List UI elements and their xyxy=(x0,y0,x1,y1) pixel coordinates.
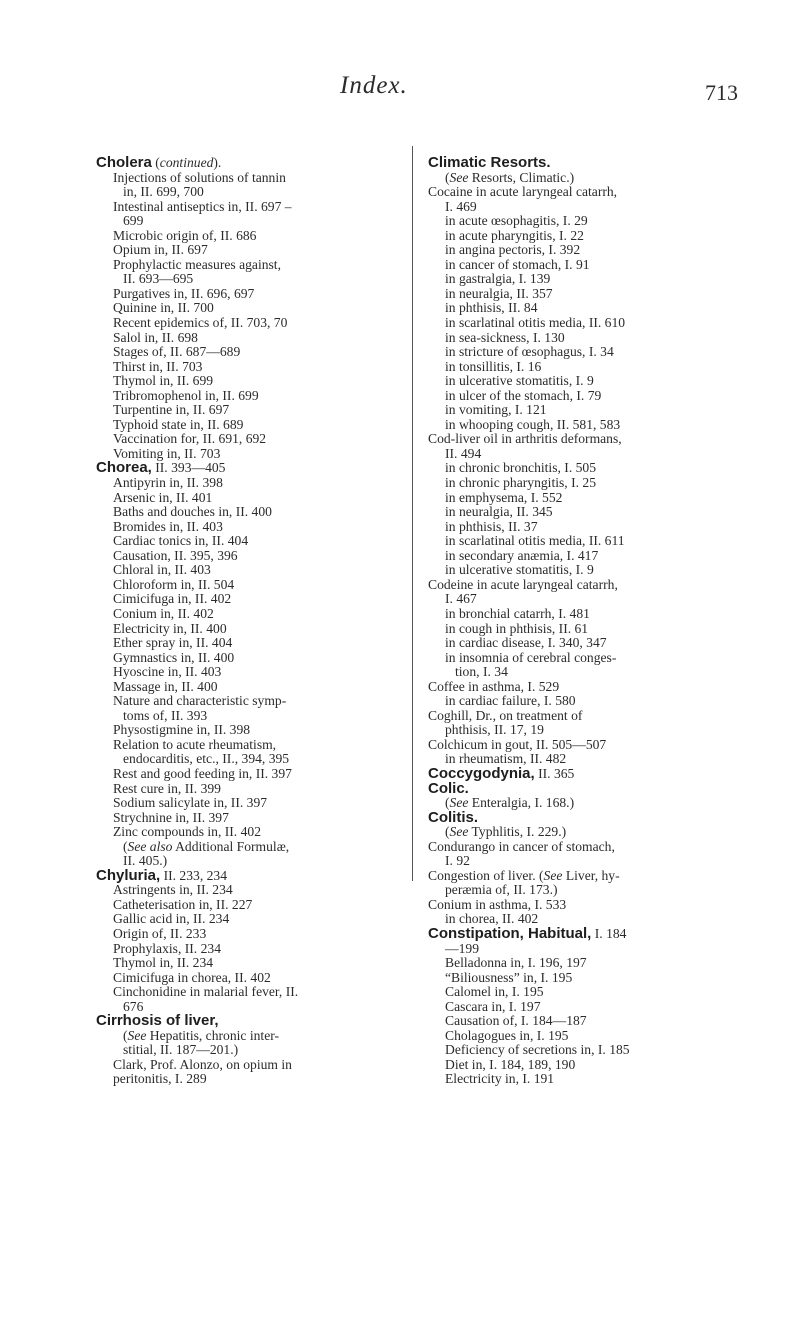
index-subentry xyxy=(96,316,408,331)
entry-text: in scarlatinal otitis media, II. 610 xyxy=(445,315,626,331)
index-subentry xyxy=(96,971,408,986)
entry-text: Belladonna in, I. 196, 197 xyxy=(445,955,587,971)
entry-text: Gallic acid in, II. 234 xyxy=(113,911,230,927)
entry-text: Stages of, II. 687—689 xyxy=(113,344,241,360)
entry-text: Opium in, II. 697 xyxy=(113,242,208,258)
index-subentry xyxy=(96,811,408,826)
entry-heading: Coccygodynia, xyxy=(428,764,535,782)
entry-text: Liver, hy- xyxy=(562,867,620,883)
entry-text: in ulcerative stomatitis, I. 9 xyxy=(445,373,594,389)
index-subentry xyxy=(96,956,408,971)
index-subentry xyxy=(428,1029,761,1044)
entry-text: peræmia of, II. 173.) xyxy=(445,882,558,898)
index-subentry xyxy=(428,214,761,229)
entry-text: Turpentine in, II. 697 xyxy=(113,402,230,418)
entry-text: I. 92 xyxy=(445,853,470,869)
index-subentry xyxy=(428,258,761,273)
entry-text: Coghill, Dr., on treatment of xyxy=(428,707,583,723)
index-column-left xyxy=(96,156,408,1087)
running-title: Index. xyxy=(340,72,408,99)
index-subentry xyxy=(96,287,408,302)
entry-text: Cocaine in acute laryngeal catarrh, xyxy=(428,184,618,200)
entry-text: Thymol in, II. 234 xyxy=(113,955,214,971)
entry-heading: Chorea, xyxy=(96,459,152,477)
entry-text: in angina pectoris, I. 392 xyxy=(445,242,581,258)
entry-text: Vaccination for, II. 691, 692 xyxy=(113,431,267,447)
entry-text: ). xyxy=(213,155,222,170)
entry-text: tion, I. 34 xyxy=(455,664,508,680)
index-subentry xyxy=(96,825,408,840)
entry-text: Cimicifuga in chorea, II. 402 xyxy=(113,969,271,985)
entry-text: Origin of, II. 233 xyxy=(113,925,207,941)
entry-text: Congestion of liver. ( xyxy=(428,867,544,883)
index-subentry xyxy=(96,1072,408,1087)
index-subentry xyxy=(96,229,408,244)
entry-text: Calomel in, I. 195 xyxy=(445,984,544,1000)
index-subentry xyxy=(428,301,761,316)
index-entry xyxy=(96,461,408,476)
entry-text: ( xyxy=(445,824,450,840)
entry-text: Colchicum in gout, II. 505—507 xyxy=(428,736,607,752)
index-entry xyxy=(428,898,761,913)
index-subentry xyxy=(428,723,761,738)
index-subentry xyxy=(428,1000,761,1015)
index-subentry xyxy=(428,418,761,433)
index-subentry xyxy=(96,432,408,447)
index-subentry xyxy=(96,578,408,593)
index-subentry xyxy=(96,389,408,404)
entry-text: “Biliousness” in, I. 195 xyxy=(445,969,573,985)
index-subentry xyxy=(428,985,761,1000)
index-subentry xyxy=(96,185,408,200)
index-subentry xyxy=(96,651,408,666)
index-subentry xyxy=(428,403,761,418)
index-subentry xyxy=(96,549,408,564)
index-subentry xyxy=(428,825,761,840)
entry-text: in rheumatism, II. 482 xyxy=(445,751,567,767)
entry-text: in neuralgia, II. 357 xyxy=(445,285,553,301)
index-entry xyxy=(428,808,761,826)
index-subentry xyxy=(96,723,408,738)
entry-text: in acute œsophagitis, I. 29 xyxy=(445,213,588,229)
index-subentry xyxy=(96,942,408,957)
entry-text: in stricture of œsophagus, I. 34 xyxy=(445,344,614,360)
entry-text: Relation to acute rheumatism, xyxy=(113,736,277,752)
entry-text: Baths and douches in, II. 400 xyxy=(113,504,272,520)
entry-text: Ether spray in, II. 404 xyxy=(113,635,233,651)
entry-text: Condurango in cancer of stomach, xyxy=(428,838,615,854)
index-subentry xyxy=(96,767,408,782)
entry-text: in vomiting, I. 121 xyxy=(445,402,547,418)
entry-text: —199 xyxy=(445,940,479,956)
entry-text: in cancer of stomach, I. 91 xyxy=(445,256,590,272)
index-subentry xyxy=(428,942,761,957)
index-subentry xyxy=(428,520,761,535)
entry-text: See xyxy=(449,169,469,185)
index-subentry xyxy=(96,214,408,229)
entry-text: Codeine in acute laryngeal catarrh, xyxy=(428,576,618,592)
index-entry xyxy=(428,709,761,724)
entry-text: Rest and good feeding in, II. 397 xyxy=(113,765,292,781)
entry-text: ( xyxy=(445,795,450,811)
entry-text: Resorts, Climatic.) xyxy=(468,169,575,185)
entry-text: Diet in, I. 184, 189, 190 xyxy=(445,1056,576,1072)
entry-text: Gymnastics in, II. 400 xyxy=(113,649,235,665)
index-subentry xyxy=(96,622,408,637)
entry-text: See xyxy=(449,824,469,840)
index-subentry xyxy=(428,854,761,869)
entry-text: in chronic pharyngitis, I. 25 xyxy=(445,475,597,491)
entry-text: Electricity in, I. 191 xyxy=(445,1071,555,1087)
entry-text: Clark, Prof. Alonzo, on opium in xyxy=(113,1056,292,1072)
index-subentry xyxy=(428,1072,761,1087)
entry-text: in phthisis, II. 37 xyxy=(445,518,538,534)
entry-text: Hyoscine in, II. 403 xyxy=(113,664,222,680)
index-subentry xyxy=(428,200,761,215)
index-subentry xyxy=(96,200,408,215)
index-subentry xyxy=(96,476,408,491)
entry-text: See xyxy=(127,1027,147,1043)
index-subentry xyxy=(428,883,761,898)
index-subentry xyxy=(428,971,761,986)
index-subentry xyxy=(96,243,408,258)
entry-text: Sodium salicylate in, II. 397 xyxy=(113,795,268,811)
index-subentry xyxy=(96,738,408,753)
entry-text: in emphysema, I. 552 xyxy=(445,489,563,505)
entry-text: in secondary anæmia, I. 417 xyxy=(445,547,599,563)
entry-text: Coffee in asthma, I. 529 xyxy=(428,678,560,694)
entry-text: Tribromophenol in, II. 699 xyxy=(113,387,259,403)
entry-text: Strychnine in, II. 397 xyxy=(113,809,229,825)
index-subentry xyxy=(428,272,761,287)
entry-heading: Colic. xyxy=(428,779,469,797)
entry-text: II. 405.) xyxy=(123,853,168,869)
index-subentry xyxy=(428,491,761,506)
entry-text: in whooping cough, II. 581, 583 xyxy=(445,416,621,432)
index-entry xyxy=(428,764,761,782)
column-divider xyxy=(412,146,413,881)
entry-text: II. 365 xyxy=(534,765,575,781)
entry-text: ( xyxy=(445,169,450,185)
entry-text: II. 693—695 xyxy=(123,271,194,287)
index-subentry xyxy=(96,1058,408,1073)
index-subentry xyxy=(96,782,408,797)
index-subentry xyxy=(96,272,408,287)
index-entry xyxy=(96,156,408,171)
index-subentry xyxy=(96,374,408,389)
entry-text: Vomiting in, II. 703 xyxy=(113,445,221,461)
index-subentry xyxy=(428,1043,761,1058)
index-subentry xyxy=(96,665,408,680)
index-subentry xyxy=(96,840,408,855)
entry-text: in insomnia of cerebral conges- xyxy=(445,649,617,665)
index-subentry xyxy=(96,796,408,811)
entry-text: toms of, II. 393 xyxy=(123,707,208,723)
index-subentry xyxy=(96,505,408,520)
index-subentry xyxy=(96,985,408,1000)
index-entry xyxy=(96,1014,408,1029)
index-subentry xyxy=(96,883,408,898)
entry-text: 699 xyxy=(123,213,144,229)
index-subentry xyxy=(428,316,761,331)
entry-text: Rest cure in, II. 399 xyxy=(113,780,221,796)
entry-text: Cascara in, I. 197 xyxy=(445,998,541,1014)
entry-text: Typhlitis, I. 229.) xyxy=(468,824,567,840)
entry-text: I. 467 xyxy=(445,591,477,607)
index-entry xyxy=(428,432,761,447)
index-subentry xyxy=(428,651,761,666)
index-subentry xyxy=(96,709,408,724)
entry-text: Deficiency of secretions in, I. 185 xyxy=(445,1042,630,1058)
entry-text: ( xyxy=(123,1027,128,1043)
index-subentry xyxy=(96,1029,408,1044)
entry-text: stitial, II. 187—201.) xyxy=(123,1042,239,1058)
entry-text: Additional Formulæ, xyxy=(172,838,290,854)
entry-text: See xyxy=(543,867,563,883)
entry-text: 676 xyxy=(123,998,144,1014)
entry-text: Arsenic in, II. 401 xyxy=(113,489,213,505)
index-subentry xyxy=(428,476,761,491)
index-subentry xyxy=(428,1058,761,1073)
index-subentry xyxy=(96,360,408,375)
index-subentry xyxy=(428,636,761,651)
entry-text: continued xyxy=(159,155,214,170)
entry-text: Electricity in, II. 400 xyxy=(113,620,227,636)
entry-text: Antipyrin in, II. 398 xyxy=(113,475,223,491)
entry-heading: Cirrhosis of liver, xyxy=(96,1012,219,1030)
index-subentry xyxy=(428,549,761,564)
entry-text: Bromides in, II. 403 xyxy=(113,518,223,534)
entry-heading: Chyluria, xyxy=(96,866,161,884)
page-number: 713 xyxy=(705,80,738,105)
entry-text: Injections of solutions of tannin xyxy=(113,169,286,185)
entry-text: endocarditis, etc., II., 394, 395 xyxy=(123,751,290,767)
entry-text: ( xyxy=(123,838,128,854)
index-entry xyxy=(428,738,761,753)
index-subentry xyxy=(428,563,761,578)
index-subentry xyxy=(428,389,761,404)
entry-text: Recent epidemics of, II. 703, 70 xyxy=(113,315,288,331)
entry-text: in ulcerative stomatitis, I. 9 xyxy=(445,562,594,578)
index-subentry xyxy=(428,374,761,389)
index-subentry xyxy=(96,898,408,913)
entry-text: in scarlatinal otitis media, II. 611 xyxy=(445,533,625,549)
entry-text: II. 494 xyxy=(445,445,482,461)
index-subentry xyxy=(96,301,408,316)
index-subentry xyxy=(428,287,761,302)
index-subentry xyxy=(428,345,761,360)
index-column-right xyxy=(428,156,761,1087)
entry-heading: Cholera xyxy=(96,154,152,171)
entry-heading: Climatic Resorts. xyxy=(428,154,551,171)
index-subentry xyxy=(428,229,761,244)
entry-text: phthisis, II. 17, 19 xyxy=(445,722,544,738)
index-subentry xyxy=(428,447,761,462)
entry-text: Intestinal antiseptics in, II. 697 – xyxy=(113,198,292,214)
entry-text: in chorea, II. 402 xyxy=(445,911,539,927)
entry-text: II. 233, 234 xyxy=(160,867,228,883)
index-subentry xyxy=(96,592,408,607)
entry-text: See also xyxy=(127,838,173,854)
entry-text: Purgatives in, II. 696, 697 xyxy=(113,285,255,301)
index-subentry xyxy=(96,345,408,360)
entry-text: in gastralgia, I. 139 xyxy=(445,271,551,287)
entry-text: peritonitis, I. 289 xyxy=(113,1071,207,1087)
index-subentry xyxy=(428,243,761,258)
page-header xyxy=(0,72,801,112)
index-subentry xyxy=(428,1014,761,1029)
index-entry xyxy=(428,680,761,695)
index-entry xyxy=(428,924,761,942)
index-subentry xyxy=(428,622,761,637)
entry-text: Conium in, II. 402 xyxy=(113,605,214,621)
index-subentry xyxy=(428,956,761,971)
index-subentry xyxy=(96,258,408,273)
index-subentry xyxy=(428,461,761,476)
index-entry xyxy=(428,578,761,593)
entry-text: Causation, II. 395, 396 xyxy=(113,547,238,563)
entry-text: Astringents in, II. 234 xyxy=(113,882,233,898)
index-subentry xyxy=(428,360,761,375)
entry-text: Massage in, II. 400 xyxy=(113,678,218,694)
entry-text: Enteralgia, I. 168.) xyxy=(468,795,575,811)
index-entry xyxy=(428,185,761,200)
index-subentry xyxy=(96,418,408,433)
index-subentry xyxy=(96,927,408,942)
entry-text: in bronchial catarrh, I. 481 xyxy=(445,605,590,621)
entry-text: Cinchonidine in malarial fever, II. xyxy=(113,984,299,1000)
index-subentry xyxy=(428,592,761,607)
index-subentry xyxy=(96,491,408,506)
entry-text: Physostigmine in, II. 398 xyxy=(113,722,251,738)
index-subentry xyxy=(428,505,761,520)
entry-text: Chloral in, II. 403 xyxy=(113,562,211,578)
index-entry xyxy=(428,779,761,797)
index-subentry xyxy=(96,1043,408,1058)
entry-text: I. 184 xyxy=(591,925,627,941)
entry-text: in acute pharyngitis, I. 22 xyxy=(445,227,584,243)
entry-text: in tonsillitis, I. 16 xyxy=(445,358,542,374)
entry-text: in sea-sickness, I. 130 xyxy=(445,329,565,345)
entry-heading: Colitis. xyxy=(428,808,479,826)
entry-text: Conium in asthma, I. 533 xyxy=(428,896,567,912)
index-subentry xyxy=(428,331,761,346)
entry-text: in cough in phthisis, II. 61 xyxy=(445,620,589,636)
entry-text: I. 469 xyxy=(445,198,477,214)
index-subentry xyxy=(96,607,408,622)
entry-text: in cardiac disease, I. 340, 347 xyxy=(445,635,607,651)
entry-text: Microbic origin of, II. 686 xyxy=(113,227,257,243)
index-subentry xyxy=(96,403,408,418)
index-entry xyxy=(428,156,761,171)
index-entry xyxy=(428,869,761,884)
entry-text: Salol in, II. 698 xyxy=(113,329,198,345)
entry-text: Hepatitis, chronic inter- xyxy=(146,1027,280,1043)
index-subentry xyxy=(96,912,408,927)
entry-text: Cimicifuga in, II. 402 xyxy=(113,591,232,607)
entry-text: in cardiac failure, I. 580 xyxy=(445,693,576,709)
index-subentry xyxy=(428,665,761,680)
index-subentry xyxy=(96,534,408,549)
entry-text: in, II. 699, 700 xyxy=(123,184,204,200)
entry-text: Cardiac tonics in, II. 404 xyxy=(113,533,249,549)
entry-text: Causation of, I. 184—187 xyxy=(445,1013,587,1029)
entry-text: Chloroform in, II. 504 xyxy=(113,576,235,592)
entry-text: Typhoid state in, II. 689 xyxy=(113,416,244,432)
index-subentry xyxy=(428,607,761,622)
entry-text: in phthisis, II. 84 xyxy=(445,300,538,316)
index-subentry xyxy=(96,563,408,578)
entry-text: II. 393—405 xyxy=(151,460,226,476)
index-subentry xyxy=(96,680,408,695)
entry-text: in ulcer of the stomach, I. 79 xyxy=(445,387,602,403)
entry-text: Prophylaxis, II. 234 xyxy=(113,940,221,956)
index-subentry xyxy=(96,636,408,651)
entry-heading: Constipation, Habitual, xyxy=(428,924,592,942)
entry-text: See xyxy=(449,795,469,811)
entry-text: Zinc compounds in, II. 402 xyxy=(113,824,261,840)
entry-text: Thymol in, II. 699 xyxy=(113,373,214,389)
entry-text: Thirst in, II. 703 xyxy=(113,358,203,374)
entry-text: Prophylactic measures against, xyxy=(113,256,281,272)
entry-text: Quinine in, II. 700 xyxy=(113,300,214,316)
entry-text: in chronic bronchitis, I. 505 xyxy=(445,460,597,476)
index-subentry xyxy=(428,694,761,709)
index-subentry xyxy=(428,171,761,186)
entry-text: Cod-liver oil in arthritis deformans, xyxy=(428,431,622,447)
entry-text: Cholagogues in, I. 195 xyxy=(445,1027,569,1043)
index-subentry xyxy=(96,752,408,767)
entry-text: Catheterisation in, II. 227 xyxy=(113,896,253,912)
entry-text: Nature and characteristic symp- xyxy=(113,693,287,709)
index-entry xyxy=(96,866,408,884)
index-subentry xyxy=(96,331,408,346)
index-entry xyxy=(428,840,761,855)
index-subentry xyxy=(96,694,408,709)
entry-text: ( xyxy=(151,155,160,170)
index-subentry xyxy=(96,520,408,535)
index-subentry xyxy=(96,171,408,186)
entry-text: in neuralgia, II. 345 xyxy=(445,504,553,520)
index-subentry xyxy=(428,534,761,549)
